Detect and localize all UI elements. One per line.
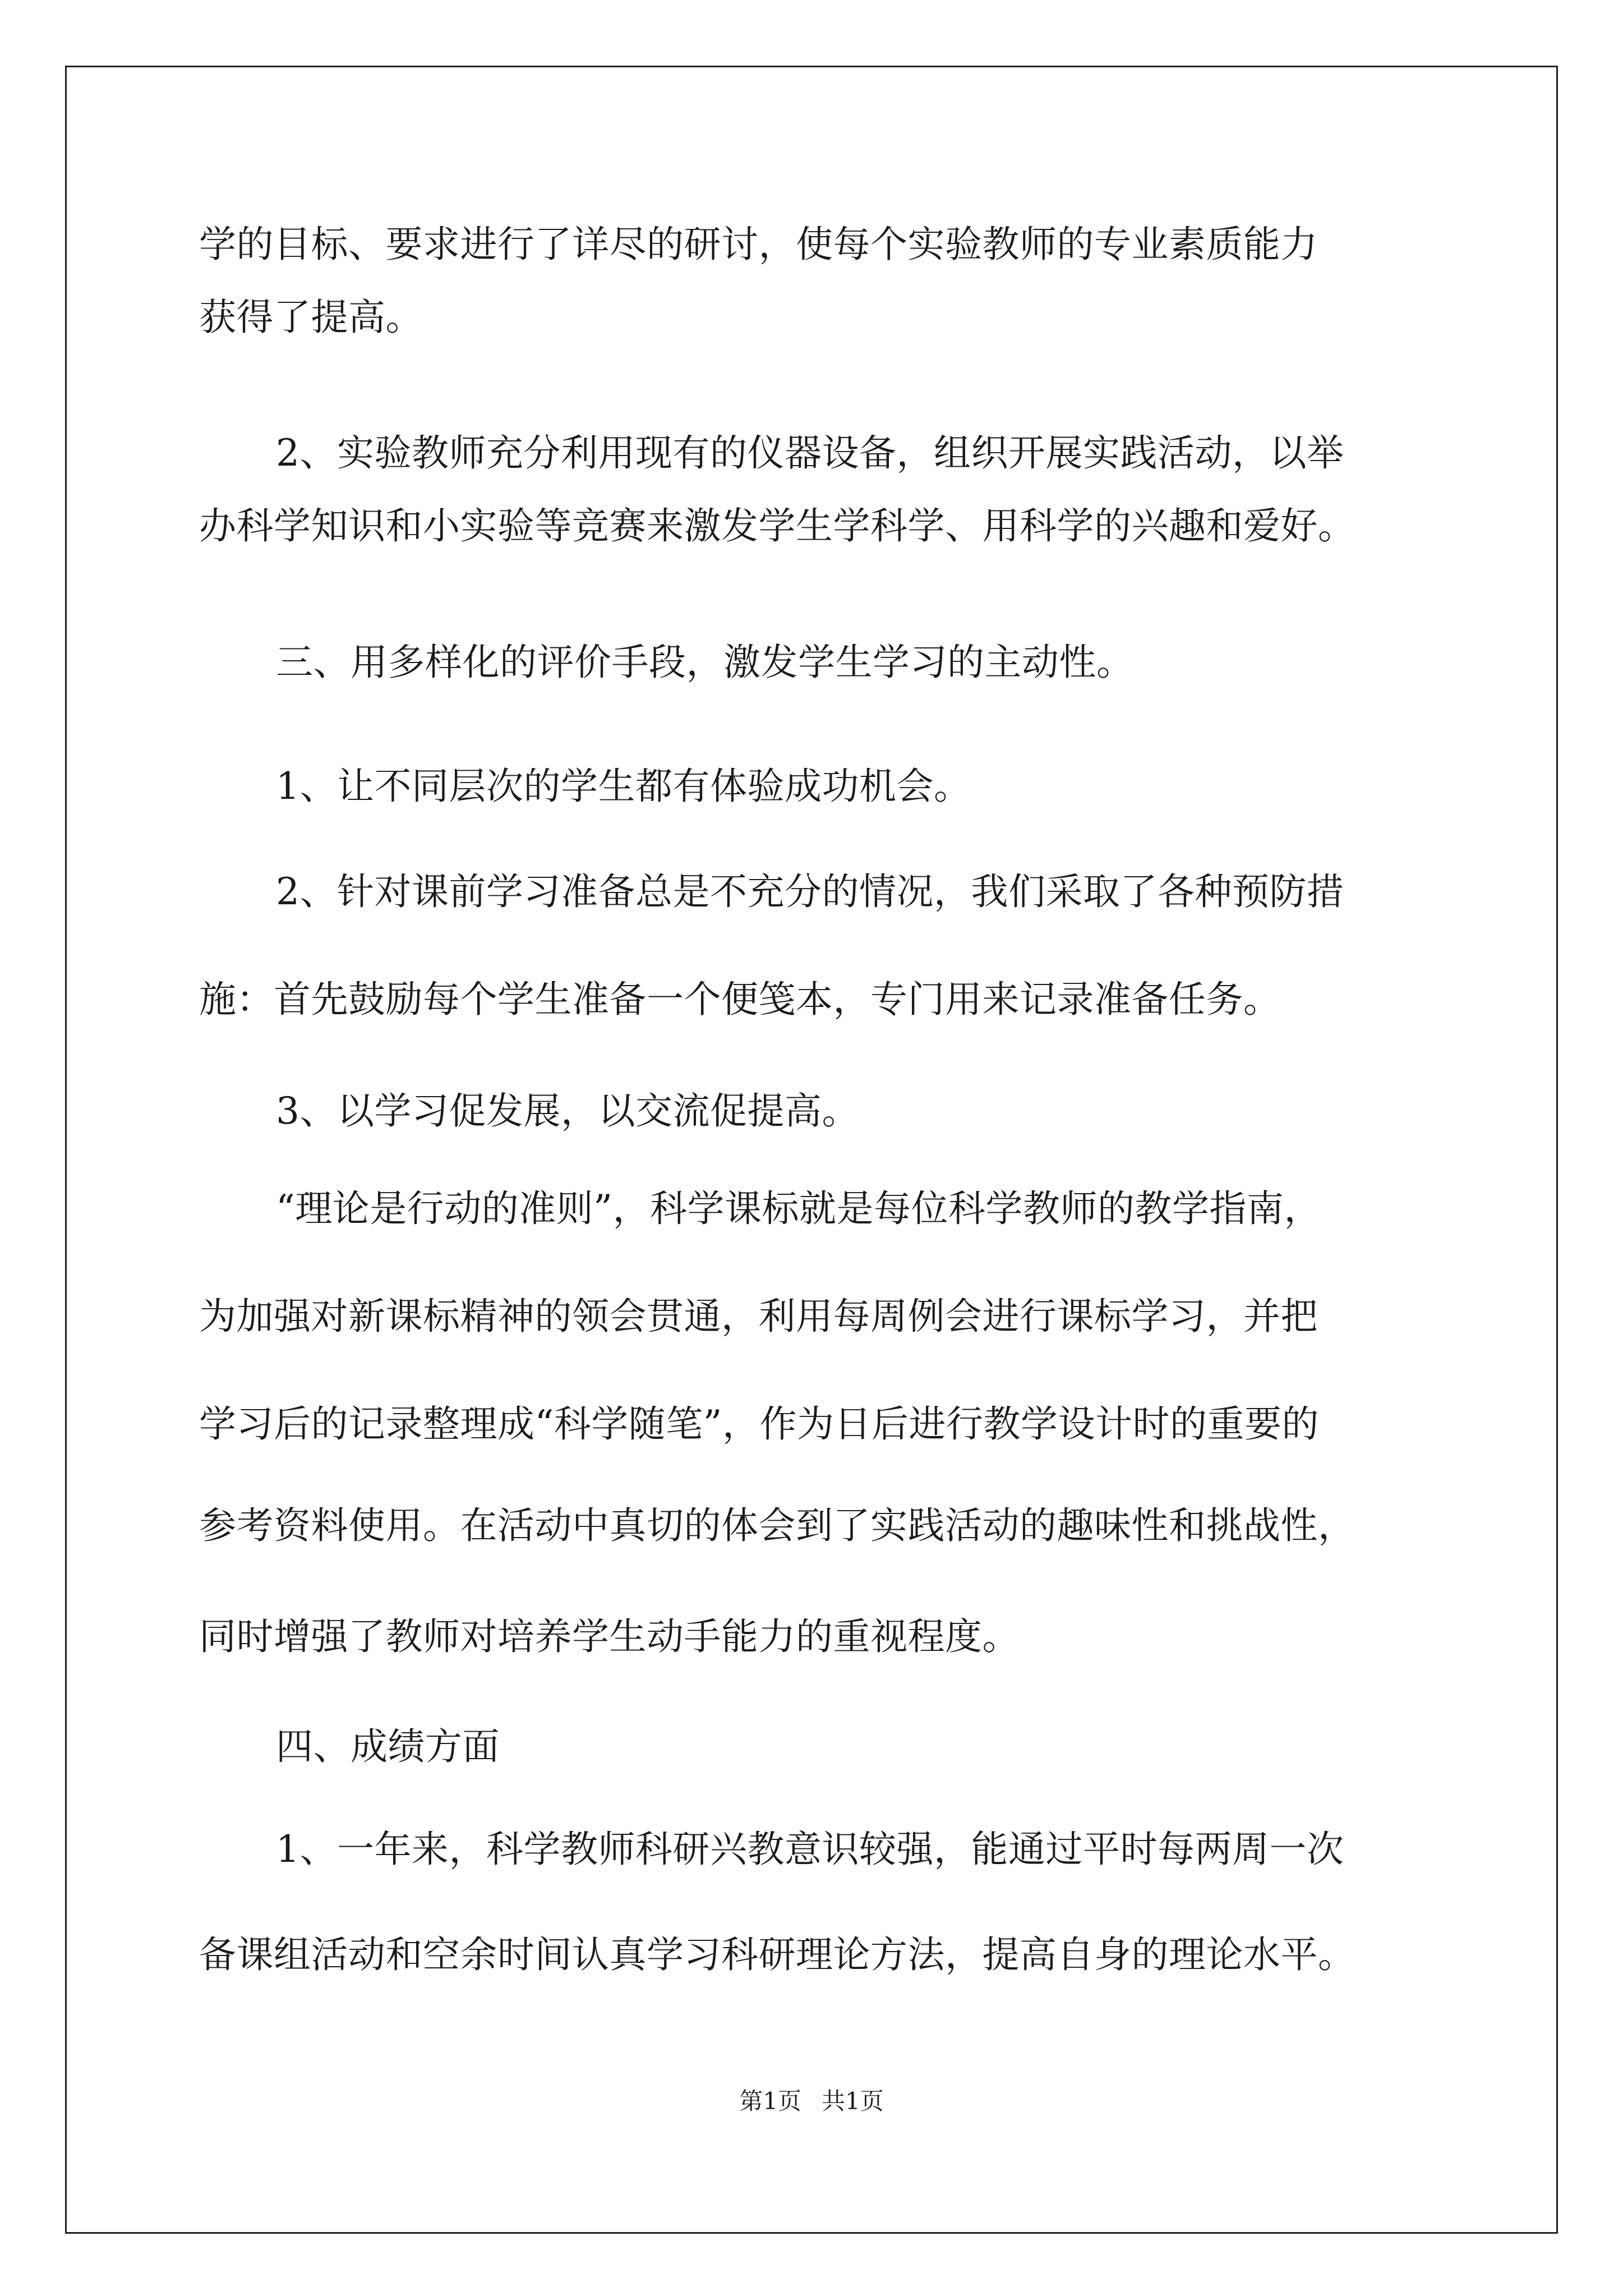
text-line: 2、针对课前学习准备总是不充分的情况，我们采取了各种预防措: [276, 870, 1344, 913]
text-line: 获得了提高。: [199, 296, 423, 339]
text-line: 备课组活动和空余时间认真学习科研理论方法，提高自身的理论水平。: [199, 1933, 1355, 1976]
text-line: 为加强对新课标精神的领会贯通，利用每周例会进行课标学习，并把: [199, 1295, 1318, 1338]
page-number-total: 共1页: [822, 2087, 884, 2115]
text-line: 三、用多样化的评价手段，激发学生学习的主动性。: [276, 641, 1134, 684]
page-footer: [0, 2086, 1623, 2117]
text-line: “理论是行动的准则”，科学课标就是每位科学教师的教学指南，: [276, 1187, 1321, 1230]
text-line: 学习后的记录整理成“科学随笔”，作为日后进行教学设计时的重要的: [199, 1402, 1319, 1446]
text-line: 参考资料使用。在活动中真切的体会到了实践活动的趣味性和挑战性，: [199, 1504, 1355, 1547]
text-line: 四、成绩方面: [276, 1725, 500, 1768]
text-line: 1、一年来，科学教师科研兴教意识较强，能通过平时每两周一次: [276, 1828, 1344, 1871]
text-line: 办科学知识和小实验等竞赛来激发学生学科学、用科学的兴趣和爱好。: [199, 504, 1355, 547]
text-line: 3、以学习促发展，以交流促提高。: [276, 1089, 859, 1133]
page-number-current: 第1页: [739, 2087, 801, 2115]
page-border: [65, 66, 1558, 2234]
text-line: 1、让不同层次的学生都有体验成功机会。: [276, 765, 971, 808]
text-line: 同时增强了教师对培养学生动手能力的重视程度。: [199, 1615, 1020, 1658]
text-line: 施：首先鼓励每个学生准备一个便笺本，专门用来记录准备任务。: [199, 978, 1281, 1021]
text-line: 学的目标、要求进行了详尽的研讨，使每个实验教师的专业素质能力: [199, 223, 1318, 266]
text-line: 2、实验教师充分利用现有的仪器设备，组织开展实践活动，以举: [276, 431, 1344, 475]
